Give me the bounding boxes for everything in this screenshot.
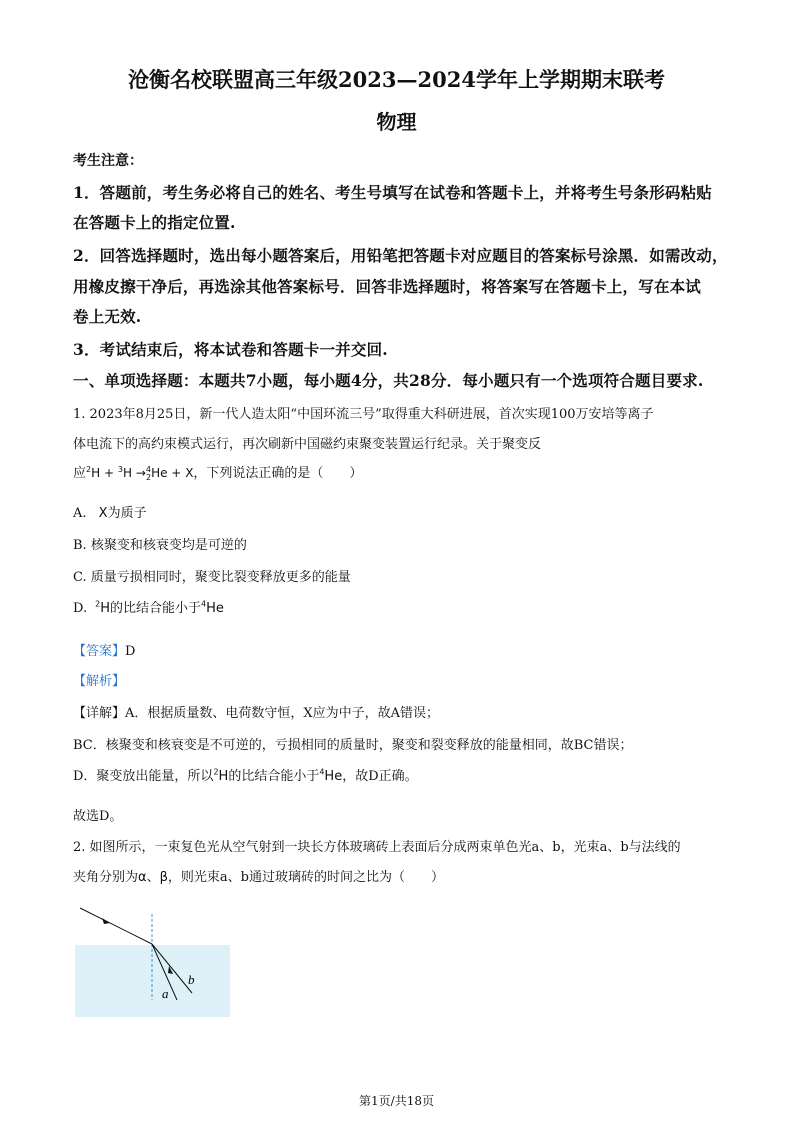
option-a: A. X为质子 xyxy=(73,506,147,521)
q1-line-1: 1. 2023年8月25日，新一代人造太阳“中国环流三号”取得重大科研进展，首次实现100万安培等离子 xyxy=(73,407,654,422)
fusion-equation: $^2$H + $^3$H →$^4_2$He + X xyxy=(86,465,194,483)
option-d: D. $^2$H的比结合能小于$^4$He xyxy=(73,599,224,616)
detail-d: D．聚变放出能量，所以$^2$H的比结合能小于$^4$He，故D正确。 xyxy=(73,767,418,784)
page-title: 沧衡名校联盟高三年级2023—2024学年上学期期末联考 xyxy=(128,67,665,92)
answer-line: 【答案】D xyxy=(73,644,136,659)
detail-a: 【详解】A．根据质量数、电荷数守恒，X应为中子，故A错误； xyxy=(73,706,440,721)
notice-line-4: 用橡皮擦干净后，再选涂其他答案标号．回答非选择题时，将答案写在答题卡上，写在本试 xyxy=(73,277,702,296)
q1-line3-prefix: 应 xyxy=(73,466,87,481)
q2-line-2: 夹角分别为α、β，则光束a、b通过玻璃砖的时间之比为（ ） xyxy=(73,870,444,885)
detail-bc: BC．核聚变和核衰变是不可逆的，亏损相同的质量时，聚变和裂变释放的能量相同，故BC错误； xyxy=(73,738,633,753)
notice-heading: 考生注意： xyxy=(73,153,143,169)
label-a: a xyxy=(162,986,169,1001)
q1-line3-suffix: ，下列说法正确的是（ ） xyxy=(193,466,363,481)
section-heading: 一、单项选择题：本题共7小题，每小题4分，共28分．每小题只有一个选项符合题目要求. xyxy=(73,371,704,390)
incident-arrow-icon xyxy=(102,918,110,924)
subject-title: 物理 xyxy=(376,110,417,134)
notice-line-1: 1．答题前，考生务必将自己的姓名、考生号填写在试卷和答题卡上，并将考生号条形码粘贴 xyxy=(73,183,712,202)
q1-line-3 xyxy=(73,462,362,482)
analysis-tag: 【解析】 xyxy=(73,674,126,689)
notice-line-6: 3．考试结束后，将本试卷和答题卡一并交回. xyxy=(73,340,388,359)
choose-line: 故选D。 xyxy=(73,809,123,824)
refraction-diagram xyxy=(70,900,240,1022)
notice-line-2: 在答题卡上的指定位置. xyxy=(73,213,236,232)
label-b: b xyxy=(188,972,195,987)
incident-ray xyxy=(80,908,152,944)
q1-line-2: 体电流下的高约束模式运行，再次刷新中国磁约束聚变装置运行纪录。关于聚变反 xyxy=(73,437,542,452)
notice-line-3: 2．回答选择题时，选出每小题答案后，用铅笔把答题卡对应题目的答案标号涂黑．如需改动， xyxy=(73,246,728,265)
option-b: B. 核聚变和核衰变均是可逆的 xyxy=(73,538,247,553)
notice-line-5: 卷上无效. xyxy=(73,307,142,326)
option-c: C. 质量亏损相同时，聚变比裂变释放更多的能量 xyxy=(73,570,351,585)
page-footer: 第1页/共18页 xyxy=(359,1094,434,1108)
q2-line-1: 2. 如图所示，一束复色光从空气射到一块长方体玻璃砖上表面后分成两束单色光a、b，光束a、b与法线的 xyxy=(73,840,681,855)
